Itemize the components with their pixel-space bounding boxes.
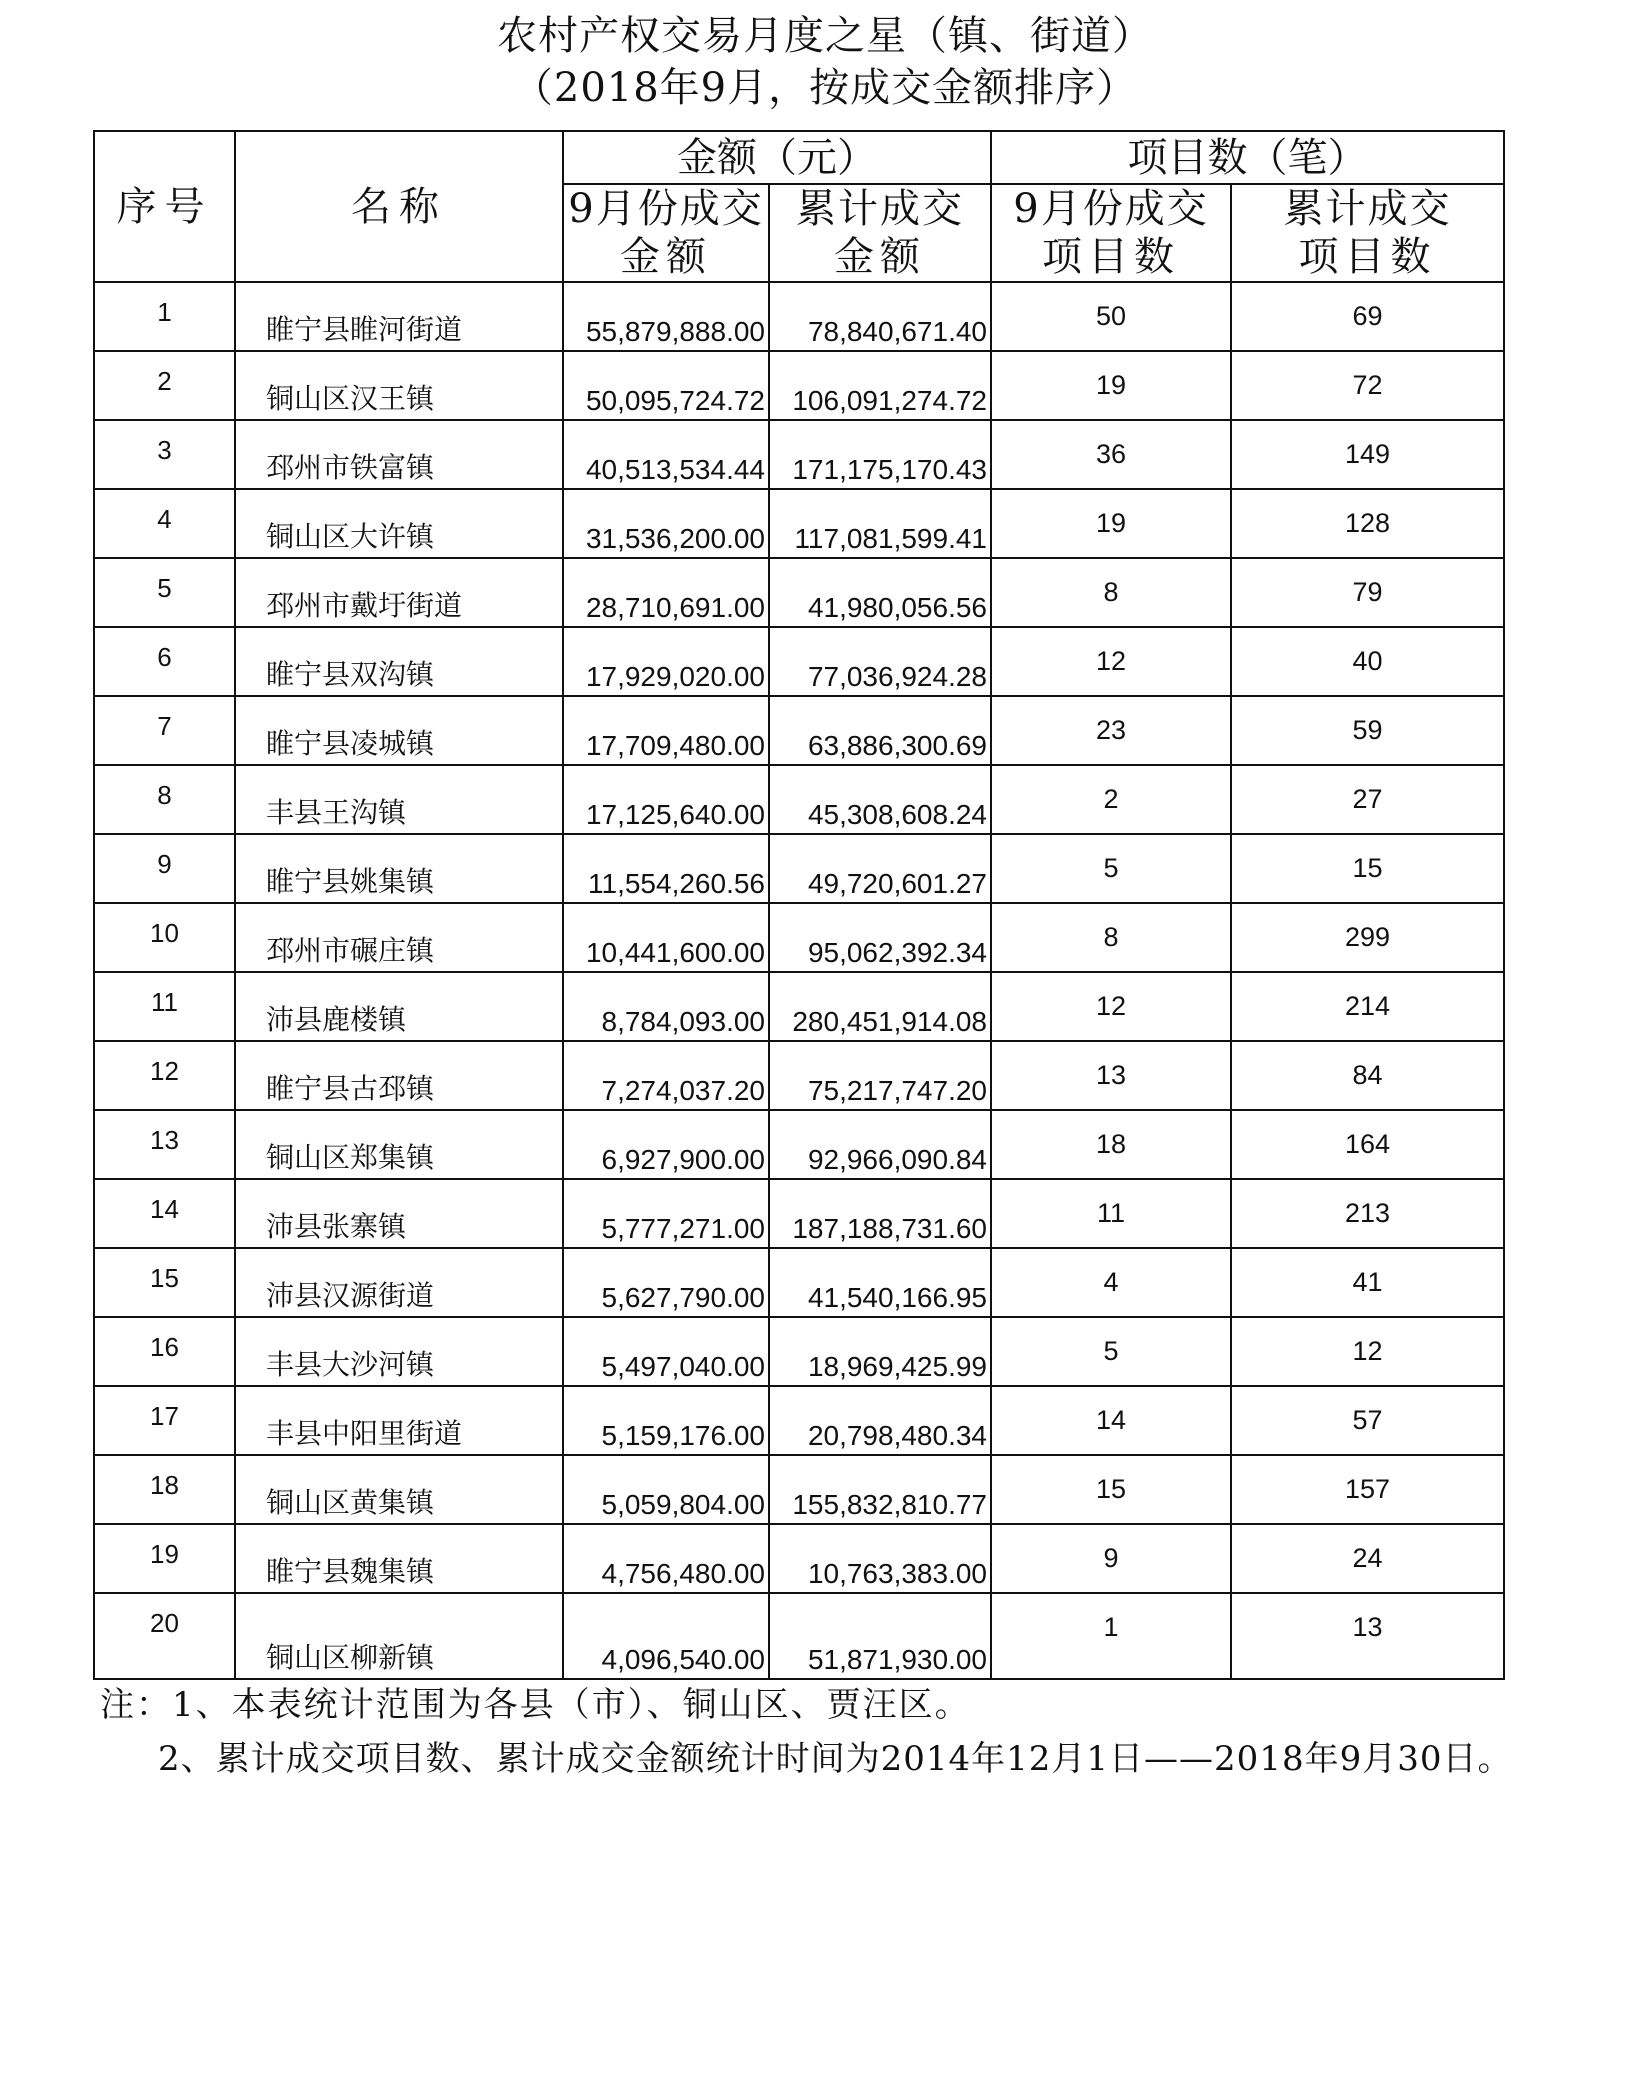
cell-total-count: 214 — [1231, 972, 1504, 1041]
cell-name: 邳州市铁富镇 — [235, 420, 563, 489]
cell-total-count: 213 — [1231, 1179, 1504, 1248]
cell-total-amount: 49,720,601.27 — [769, 834, 991, 903]
cell-name: 丰县大沙河镇 — [235, 1317, 563, 1386]
cell-sep-count: 5 — [991, 1317, 1231, 1386]
cell-name: 丰县中阳里街道 — [235, 1386, 563, 1455]
cell-total-count: 69 — [1231, 282, 1504, 351]
cell-name: 沛县鹿楼镇 — [235, 972, 563, 1041]
table-header — [94, 131, 1504, 282]
cell-total-amount: 106,091,274.72 — [769, 351, 991, 420]
cell-total-amount: 10,763,383.00 — [769, 1524, 991, 1593]
table-row — [94, 1317, 1504, 1386]
ranking-table — [93, 130, 1505, 1680]
cell-index: 11 — [94, 972, 235, 1041]
page-subtitle: （2018年9月，按成交金额排序） — [512, 65, 1138, 111]
cell-index: 13 — [94, 1110, 235, 1179]
cell-total-count: 24 — [1231, 1524, 1504, 1593]
cell-name: 睢宁县双沟镇 — [235, 627, 563, 696]
table-row — [94, 1179, 1504, 1248]
cell-name: 邳州市碾庄镇 — [235, 903, 563, 972]
cell-total-count: 157 — [1231, 1455, 1504, 1524]
cell-name: 睢宁县睢河街道 — [235, 282, 563, 351]
table-row — [94, 1455, 1504, 1524]
cell-total-count: 13 — [1231, 1593, 1504, 1679]
cell-total-count: 15 — [1231, 834, 1504, 903]
table-row — [94, 1593, 1504, 1679]
cell-index: 14 — [94, 1179, 235, 1248]
header-total-count — [1231, 184, 1504, 282]
cell-sep-count: 23 — [991, 696, 1231, 765]
cell-name: 铜山区郑集镇 — [235, 1110, 563, 1179]
cell-total-count: 57 — [1231, 1386, 1504, 1455]
notes — [100, 1678, 1520, 1786]
cell-sep-amount: 17,125,640.00 — [563, 765, 769, 834]
cell-index: 18 — [94, 1455, 235, 1524]
cell-sep-count: 11 — [991, 1179, 1231, 1248]
cell-total-amount: 41,540,166.95 — [769, 1248, 991, 1317]
cell-total-amount: 155,832,810.77 — [769, 1455, 991, 1524]
cell-total-count: 299 — [1231, 903, 1504, 972]
table-row — [94, 972, 1504, 1041]
cell-sep-amount: 6,927,900.00 — [563, 1110, 769, 1179]
cell-name: 沛县汉源街道 — [235, 1248, 563, 1317]
cell-sep-count: 13 — [991, 1041, 1231, 1110]
cell-sep-count: 12 — [991, 972, 1231, 1041]
cell-sep-count: 1 — [991, 1593, 1231, 1679]
table-row — [94, 1248, 1504, 1317]
cell-total-count: 59 — [1231, 696, 1504, 765]
header-count-group: 项目数（笔） — [991, 131, 1504, 184]
cell-total-amount: 171,175,170.43 — [769, 420, 991, 489]
table-row — [94, 1110, 1504, 1179]
cell-total-amount: 77,036,924.28 — [769, 627, 991, 696]
header-total-amount-line1: 累计成交 — [796, 186, 964, 232]
cell-name: 沛县张寨镇 — [235, 1179, 563, 1248]
header-sep-count-line2: 项目数 — [1042, 234, 1180, 280]
cell-total-amount: 63,886,300.69 — [769, 696, 991, 765]
table-row — [94, 558, 1504, 627]
cell-sep-count: 8 — [991, 903, 1231, 972]
cell-sep-count: 4 — [991, 1248, 1231, 1317]
cell-sep-amount: 40,513,534.44 — [563, 420, 769, 489]
cell-total-amount: 20,798,480.34 — [769, 1386, 991, 1455]
cell-index: 7 — [94, 696, 235, 765]
cell-index: 8 — [94, 765, 235, 834]
cell-sep-amount: 4,756,480.00 — [563, 1524, 769, 1593]
table-row — [94, 765, 1504, 834]
cell-index: 15 — [94, 1248, 235, 1317]
cell-total-amount: 117,081,599.41 — [769, 489, 991, 558]
cell-total-amount: 41,980,056.56 — [769, 558, 991, 627]
cell-sep-amount: 8,784,093.00 — [563, 972, 769, 1041]
cell-sep-count: 14 — [991, 1386, 1231, 1455]
cell-total-amount: 45,308,608.24 — [769, 765, 991, 834]
header-total-amount-line2: 金额 — [834, 234, 926, 280]
cell-index: 5 — [94, 558, 235, 627]
cell-total-amount: 18,969,425.99 — [769, 1317, 991, 1386]
cell-sep-amount: 31,536,200.00 — [563, 489, 769, 558]
cell-sep-amount: 50,095,724.72 — [563, 351, 769, 420]
cell-sep-amount: 28,710,691.00 — [563, 558, 769, 627]
cell-total-amount: 51,871,930.00 — [769, 1593, 991, 1679]
cell-sep-amount: 7,274,037.20 — [563, 1041, 769, 1110]
cell-index: 12 — [94, 1041, 235, 1110]
cell-sep-amount: 5,627,790.00 — [563, 1248, 769, 1317]
cell-sep-amount: 17,709,480.00 — [563, 696, 769, 765]
cell-sep-count: 12 — [991, 627, 1231, 696]
cell-total-count: 84 — [1231, 1041, 1504, 1110]
table-row — [94, 1041, 1504, 1110]
cell-sep-count: 19 — [991, 351, 1231, 420]
table-row — [94, 489, 1504, 558]
cell-total-count: 41 — [1231, 1248, 1504, 1317]
cell-sep-count: 8 — [991, 558, 1231, 627]
table-row — [94, 834, 1504, 903]
cell-index: 10 — [94, 903, 235, 972]
cell-index: 4 — [94, 489, 235, 558]
header-amount-group: 金额（元） — [563, 131, 991, 184]
cell-total-count: 40 — [1231, 627, 1504, 696]
cell-index: 16 — [94, 1317, 235, 1386]
cell-index: 3 — [94, 420, 235, 489]
cell-sep-amount: 55,879,888.00 — [563, 282, 769, 351]
cell-sep-amount: 5,777,271.00 — [563, 1179, 769, 1248]
cell-name: 铜山区汉王镇 — [235, 351, 563, 420]
cell-index: 19 — [94, 1524, 235, 1593]
cell-sep-count: 50 — [991, 282, 1231, 351]
table-row — [94, 420, 1504, 489]
cell-name: 睢宁县魏集镇 — [235, 1524, 563, 1593]
cell-total-amount: 280,451,914.08 — [769, 972, 991, 1041]
cell-total-amount: 95,062,392.34 — [769, 903, 991, 972]
header-total-amount — [769, 184, 991, 282]
cell-name: 睢宁县姚集镇 — [235, 834, 563, 903]
cell-sep-count: 36 — [991, 420, 1231, 489]
cell-index: 1 — [94, 282, 235, 351]
cell-name: 铜山区柳新镇 — [235, 1593, 563, 1679]
cell-name: 铜山区大许镇 — [235, 489, 563, 558]
cell-sep-amount: 10,441,600.00 — [563, 903, 769, 972]
cell-index: 17 — [94, 1386, 235, 1455]
cell-total-count: 149 — [1231, 420, 1504, 489]
note-1: 注：1、本表统计范围为各县（市）、铜山区、贾汪区。 — [100, 1685, 971, 1725]
header-sep-amount-line2: 金额 — [620, 234, 712, 280]
cell-total-count: 72 — [1231, 351, 1504, 420]
cell-total-count: 27 — [1231, 765, 1504, 834]
header-total-count-line1: 累计成交 — [1283, 186, 1452, 232]
cell-sep-count: 5 — [991, 834, 1231, 903]
cell-total-amount: 75,217,747.20 — [769, 1041, 991, 1110]
table-row — [94, 696, 1504, 765]
cell-total-count: 12 — [1231, 1317, 1504, 1386]
table-body — [94, 282, 1504, 1679]
cell-name: 睢宁县古邳镇 — [235, 1041, 563, 1110]
cell-sep-count: 19 — [991, 489, 1231, 558]
table-row — [94, 903, 1504, 972]
cell-sep-amount: 11,554,260.56 — [563, 834, 769, 903]
header-sep-amount-line1: 9月份成交 — [568, 186, 764, 232]
cell-name: 睢宁县凌城镇 — [235, 696, 563, 765]
cell-name: 铜山区黄集镇 — [235, 1455, 563, 1524]
cell-sep-count: 2 — [991, 765, 1231, 834]
cell-index: 9 — [94, 834, 235, 903]
header-sep-amount — [563, 184, 769, 282]
cell-sep-amount: 5,059,804.00 — [563, 1455, 769, 1524]
cell-sep-amount: 5,159,176.00 — [563, 1386, 769, 1455]
header-sep-count — [991, 184, 1231, 282]
table-row — [94, 1386, 1504, 1455]
table-row — [94, 351, 1504, 420]
cell-total-amount: 187,188,731.60 — [769, 1179, 991, 1248]
cell-total-amount: 92,966,090.84 — [769, 1110, 991, 1179]
cell-index: 2 — [94, 351, 235, 420]
cell-sep-count: 9 — [991, 1524, 1231, 1593]
cell-total-count: 128 — [1231, 489, 1504, 558]
header-total-count-line2: 项目数 — [1298, 234, 1437, 280]
cell-total-count: 164 — [1231, 1110, 1504, 1179]
cell-total-count: 79 — [1231, 558, 1504, 627]
header-sep-count-line1: 9月份成交 — [1013, 186, 1209, 232]
cell-sep-amount: 4,096,540.00 — [563, 1593, 769, 1679]
header-name: 名称 — [235, 131, 563, 282]
cell-sep-amount: 17,929,020.00 — [563, 627, 769, 696]
cell-sep-count: 15 — [991, 1455, 1231, 1524]
header-index: 序号 — [94, 131, 235, 282]
table-row — [94, 282, 1504, 351]
cell-index: 20 — [94, 1593, 235, 1679]
note-2: 2、累计成交项目数、累计成交金额统计时间为2014年12月1日——2018年9月30日。 — [158, 1739, 1513, 1779]
cell-name: 邳州市戴圩街道 — [235, 558, 563, 627]
cell-total-amount: 78,840,671.40 — [769, 282, 991, 351]
cell-index: 6 — [94, 627, 235, 696]
cell-sep-count: 18 — [991, 1110, 1231, 1179]
table-row — [94, 1524, 1504, 1593]
table-row — [94, 627, 1504, 696]
page-title: 农村产权交易月度之星（镇、街道） — [497, 13, 1153, 59]
cell-sep-amount: 5,497,040.00 — [563, 1317, 769, 1386]
cell-name: 丰县王沟镇 — [235, 765, 563, 834]
